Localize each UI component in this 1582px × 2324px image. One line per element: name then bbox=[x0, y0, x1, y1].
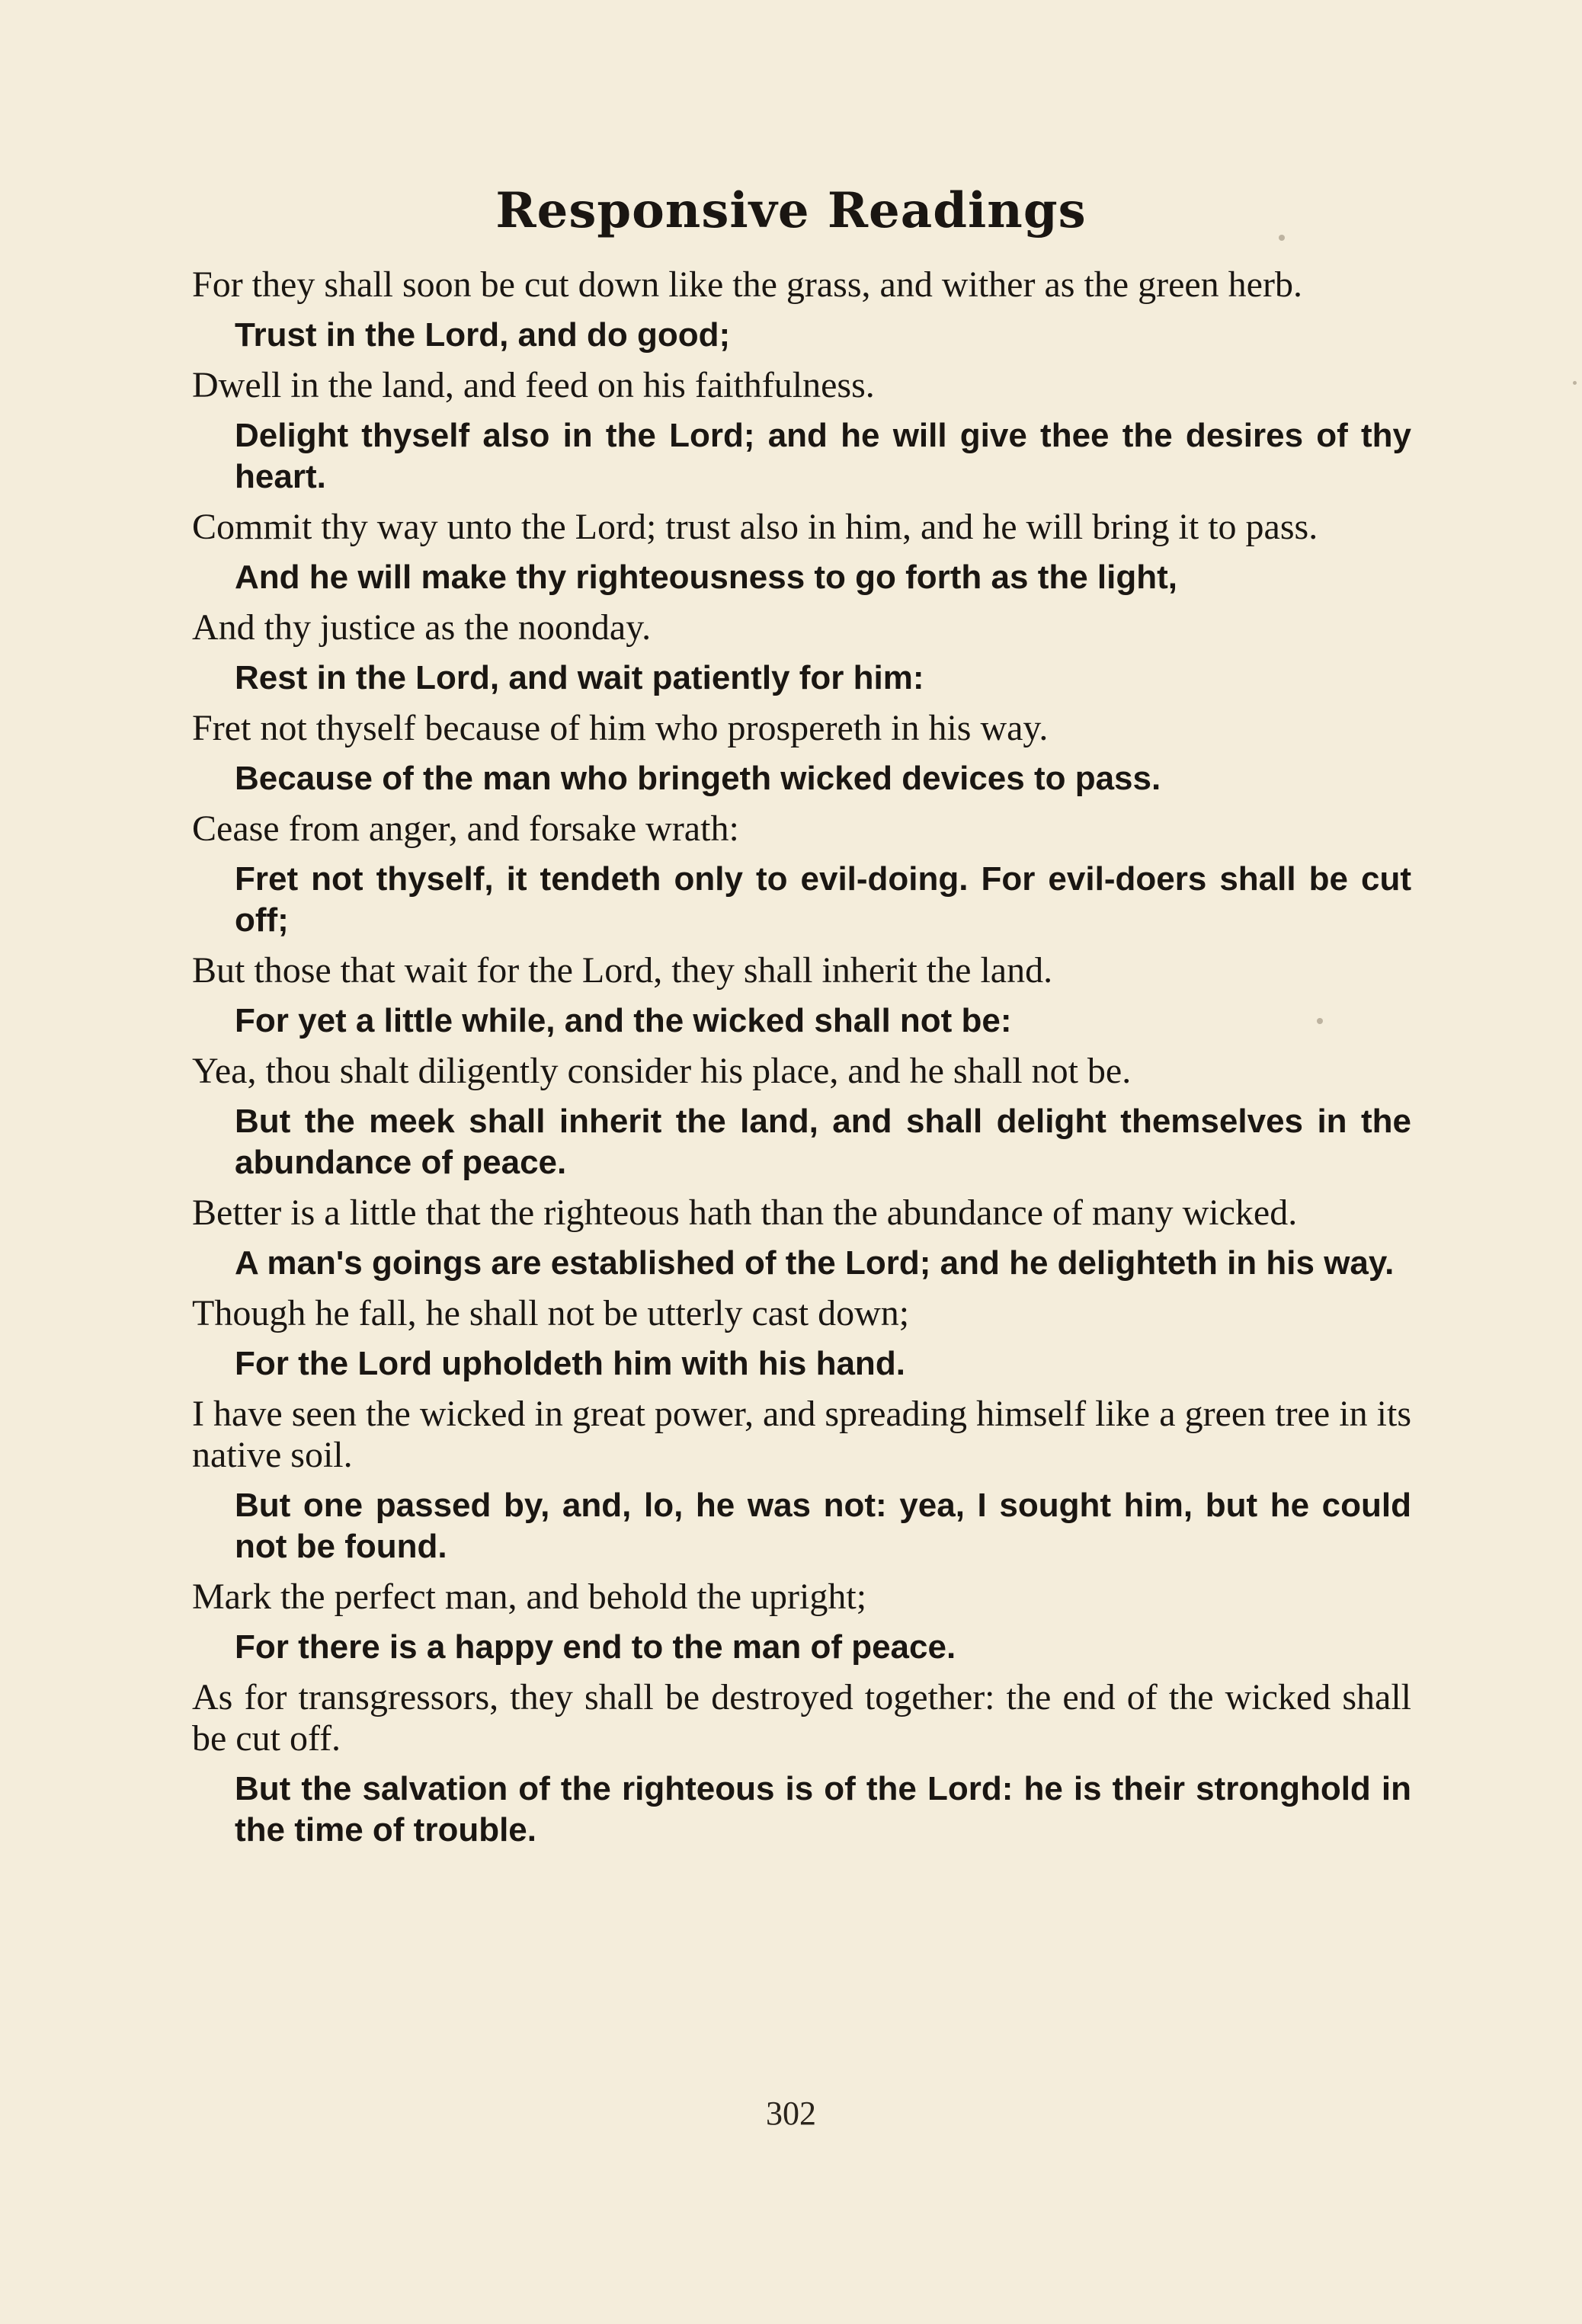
reading-line-minister: As for transgressors, they shall be destroyed together: the end of the wicked shall be cut off. bbox=[192, 1677, 1411, 1759]
reading-line-minister: Better is a little that the righteous hath than the abundance of many wicked. bbox=[192, 1192, 1298, 1233]
reading-line-people: But one passed by, and, lo, he was not: yea, I sought him, but he could not be found. bbox=[235, 1487, 1411, 1565]
reading-line-minister: For they shall soon be cut down like the grass, and wither as the green herb. bbox=[192, 264, 1302, 305]
reading-line-minister: I have seen the wicked in great power, and spreading himself like a green tree in its native soil. bbox=[192, 1394, 1411, 1475]
reading-line-minister: Dwell in the land, and feed on his faithfulness. bbox=[192, 365, 875, 405]
reading-line-minister: Cease from anger, and forsake wrath: bbox=[192, 808, 739, 849]
page-number: 302 bbox=[766, 2095, 816, 2132]
reading-line-minister: Though he fall, he shall not be utterly cast down; bbox=[192, 1293, 910, 1333]
paper-speck bbox=[1573, 381, 1577, 385]
reading-line-people: But the salvation of the righteous is of the Lord: he is their stronghold in the time of trouble. bbox=[235, 1770, 1411, 1849]
page-title: Responsive Readings bbox=[495, 181, 1087, 239]
reading-line-minister: And thy justice as the noonday. bbox=[192, 607, 652, 648]
reading-line-people: Rest in the Lord, and wait patiently for him: bbox=[235, 659, 924, 696]
reading-line-people: Trust in the Lord, and do good; bbox=[235, 316, 731, 354]
reading-line-minister: Mark the perfect man, and behold the upright; bbox=[192, 1577, 867, 1617]
reading-line-minister: But those that wait for the Lord, they shall inherit the land. bbox=[192, 950, 1053, 991]
reading-line-people: And he will make thy righteousness to go forth as the light, bbox=[235, 559, 1178, 596]
responsive-readings bbox=[192, 255, 1411, 1860]
reading-line-people: Fret not thyself, it tendeth only to evil-doing. For evil-doers shall be cut off; bbox=[235, 860, 1411, 939]
reading-line-people: Because of the man who bringeth wicked devices to pass. bbox=[235, 760, 1161, 797]
reading-line-people: For there is a happy end to the man of peace. bbox=[235, 1628, 956, 1666]
reading-line-people: A man's goings are established of the Lord; and he delighteth in his way. bbox=[235, 1244, 1395, 1282]
paper-speck bbox=[1279, 235, 1285, 241]
reading-line-people: But the meek shall inherit the land, and shall delight themselves in the abundance of peace. bbox=[235, 1103, 1411, 1181]
paper-speck bbox=[1317, 1018, 1323, 1024]
reading-line-minister: Commit thy way unto the Lord; trust also in him, and he will bring it to pass. bbox=[192, 507, 1318, 547]
reading-line-people: For yet a little while, and the wicked shall not be: bbox=[235, 1002, 1012, 1039]
reading-line-minister: Yea, thou shalt diligently consider his place, and he shall not be. bbox=[192, 1051, 1132, 1091]
reading-line-people: Delight thyself also in the Lord; and he will give thee the desires of thy heart. bbox=[235, 417, 1411, 495]
reading-line-minister: Fret not thyself because of him who prospereth in his way. bbox=[192, 708, 1049, 748]
reading-line-people: For the Lord upholdeth him with his hand. bbox=[235, 1345, 905, 1382]
